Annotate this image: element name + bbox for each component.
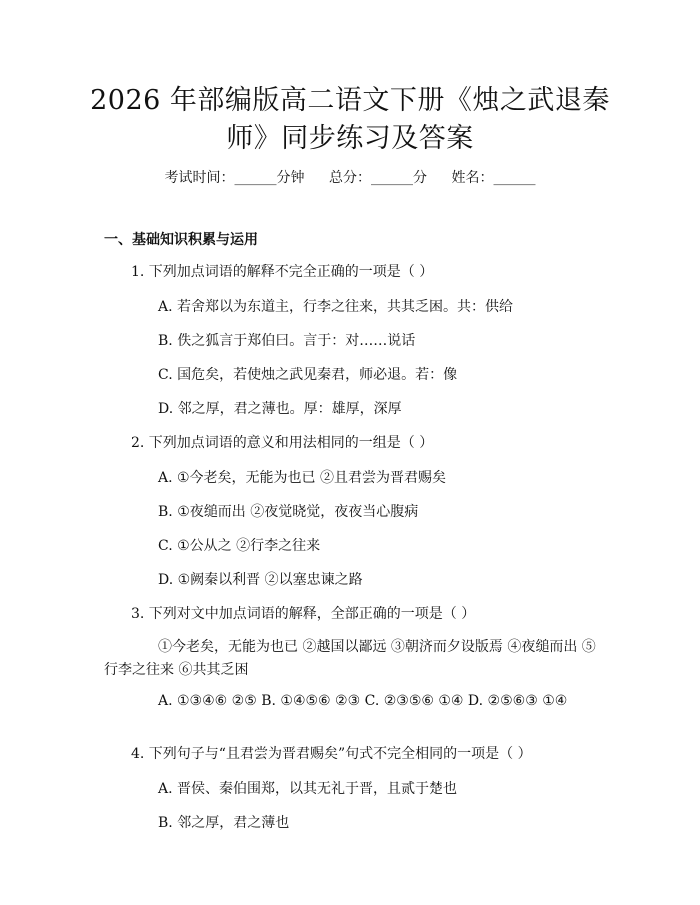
question-2-option-b: B. ①夜缒而出 ②夜觉晓觉，夜夜当心腹病 bbox=[158, 504, 419, 520]
question-3-passage: ①今老矣，无能为也已 ②越国以鄙远 ③朝济而夕设版焉 ④夜缒而出 ⑤行李之往来 ⑥共其乏困 bbox=[104, 639, 596, 678]
question-2-option-c: C. ①公从之 ②行李之往来 bbox=[158, 538, 321, 554]
question-1-option-a: A. 若舍郑以为东道主，行李之往来，共其乏困。共：供给 bbox=[158, 299, 514, 315]
document-title-line-2: 师》同步练习及答案 bbox=[226, 123, 474, 154]
exam-name: 姓名：______ bbox=[451, 170, 536, 186]
question-2-option-a: A. ①今老矣，无能为也已 ②且君尝为晋君赐矣 bbox=[158, 470, 447, 486]
exam-time: 考试时间：______分钟 bbox=[164, 170, 305, 186]
question-2-option-d: D. ①阙秦以利晋 ②以塞忠谏之路 bbox=[158, 572, 363, 588]
question-4-option-a: A. 晋侯、秦伯围郑，以其无礼于晋，且贰于楚也 bbox=[158, 781, 458, 797]
question-4-stem: 4. 下列句子与“且君尝为晋君赐矣”句式不完全相同的一项是（ ） bbox=[131, 746, 532, 762]
question-1-option-d: D. 邻之厚，君之薄也。厚：雄厚，深厚 bbox=[158, 401, 402, 417]
question-1-option-b: B. 佚之狐言于郑伯曰。言于：对……说话 bbox=[158, 333, 416, 349]
exam-meta bbox=[0, 168, 700, 188]
question-1-stem: 1. 下列加点词语的解释不完全正确的一项是（ ） bbox=[131, 264, 434, 280]
question-2-stem: 2. 下列加点词语的意义和用法相同的一组是（ ） bbox=[131, 435, 434, 451]
question-3-stem: 3. 下列对文中加点词语的解释，全部正确的一项是（ ） bbox=[131, 606, 476, 622]
document-title-line-1: 2026 年部编版高二语文下册《烛之武退秦 bbox=[90, 85, 610, 116]
section-heading: 一、基础知识积累与运用 bbox=[104, 232, 258, 248]
question-4-option-b: B. 邻之厚，君之薄也 bbox=[158, 815, 290, 831]
question-3-answers: A. ①③④⑥ ②⑤ B. ①④⑤⑥ ②③ C. ②③⑤⑥ ①④ D. ②⑤⑥③ ①④ bbox=[158, 693, 568, 709]
question-1-option-c: C. 国危矣，若使烛之武见秦君，师必退。若：像 bbox=[158, 367, 458, 383]
exam-score: 总分：______分 bbox=[329, 170, 427, 186]
